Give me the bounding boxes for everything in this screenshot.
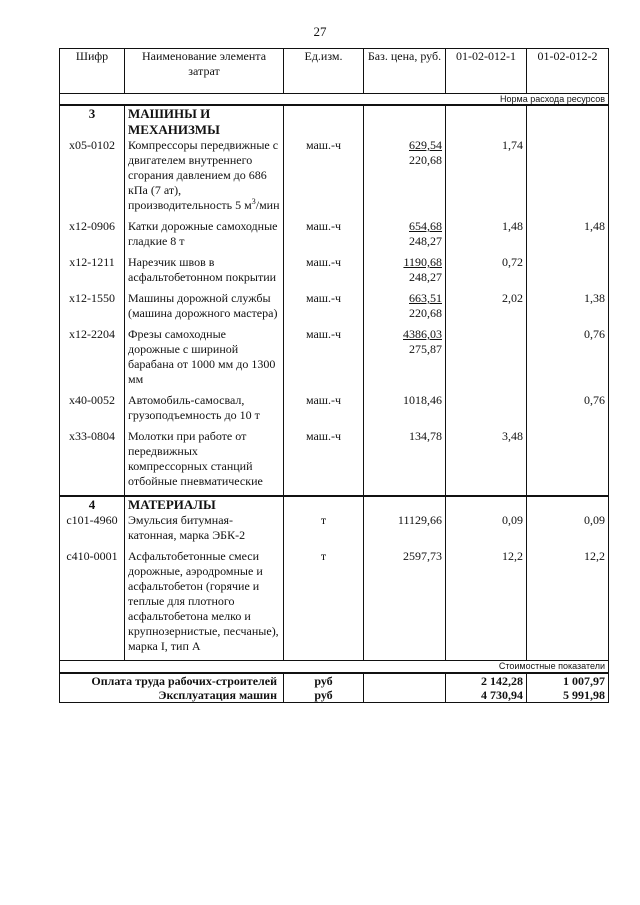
table-row (60, 549, 609, 654)
norm-row (60, 94, 609, 106)
norm-col1: 0,72 (446, 255, 527, 285)
norm-col1: 1,74 (446, 138, 527, 213)
resource-price (364, 549, 446, 654)
resource-unit: маш.-ч (284, 219, 364, 249)
resource-name-text: Эмульсия битумная-катонная, марка ЭБК-2 (128, 513, 246, 542)
norm-col1: 0,09 (446, 513, 527, 543)
resource-unit: маш.-ч (284, 327, 364, 387)
norm-col1: 1,48 (446, 219, 527, 249)
section-row (60, 496, 609, 513)
empty-cell (284, 105, 364, 138)
table-header (60, 49, 609, 94)
total-row (60, 688, 609, 703)
price-main: 4386,03 (403, 327, 442, 341)
resource-code: х12-2204 (60, 327, 125, 387)
total-unit: руб (284, 688, 364, 703)
table-row (60, 291, 609, 321)
resource-code: с101-4960 (60, 513, 125, 543)
resource-price (364, 255, 446, 285)
resource-name (125, 291, 284, 321)
resource-unit: маш.-ч (284, 429, 364, 489)
norm-col2: 0,76 (527, 327, 609, 387)
resource-unit: т (284, 549, 364, 654)
gap-cell (446, 489, 527, 496)
resource-name (125, 255, 284, 285)
empty-cell (527, 105, 609, 138)
resource-name-text: Автомобиль-самосвал, грузоподъемность до 10 т (128, 393, 260, 422)
resource-name-sup: 3 (251, 197, 256, 206)
resource-code: х40-0052 (60, 393, 125, 423)
resource-price (364, 138, 446, 213)
norm-col2: 0,09 (527, 513, 609, 543)
total-label: Эксплуатация машин (60, 688, 284, 703)
resource-name-text: Компрессоры передвижные с двигателем внутреннего сгорания давлением до 686 кПа (7 ат), производительность 5 м (128, 138, 279, 212)
norm-col1 (446, 393, 527, 423)
table-row (60, 429, 609, 489)
table-row (60, 327, 609, 387)
price-sub: 220,68 (409, 153, 442, 167)
gap-cell (125, 489, 284, 496)
norm-col2 (527, 138, 609, 213)
table-row (60, 393, 609, 423)
total-unit: руб (284, 673, 364, 688)
empty-cell (364, 496, 446, 513)
gap-cell (527, 489, 609, 496)
norm-col2 (527, 255, 609, 285)
header-col2: 01-02-012-2 (527, 49, 609, 94)
resource-unit: маш.-ч (284, 255, 364, 285)
page-number: 27 (313, 24, 327, 39)
section-title: МАТЕРИАЛЫ (125, 496, 284, 513)
resource-price (364, 513, 446, 543)
resource-name-text: Нарезчик швов в асфальтобетонном покрытии (128, 255, 277, 284)
gap-cell (60, 489, 125, 496)
price-main: 1018,46 (403, 393, 442, 407)
table-row (60, 219, 609, 249)
header-unit: Ед.изм. (284, 49, 364, 94)
resource-name (125, 429, 284, 489)
norm-col2: 1,48 (527, 219, 609, 249)
price-sub: 220,68 (409, 306, 442, 320)
empty-cell (446, 496, 527, 513)
norm-col2: 0,76 (527, 393, 609, 423)
price-sub: 248,27 (409, 234, 442, 248)
resource-code: с410-0001 (60, 549, 125, 654)
total-col2: 5 991,98 (527, 688, 609, 703)
table-row (60, 138, 609, 213)
empty-cell (284, 496, 364, 513)
resource-code: х05-0102 (60, 138, 125, 213)
total-label: Оплата труда рабочих-строителей (60, 673, 284, 688)
resource-price (364, 429, 446, 489)
empty-cell (364, 673, 446, 688)
resource-unit: т (284, 513, 364, 543)
resource-price (364, 327, 446, 387)
resource-name-tail: /мин (255, 198, 280, 212)
resource-name-text: Фрезы самоходные дорожные с шириной барабана от 1000 мм до 1300 мм (128, 327, 276, 386)
cost-row (60, 661, 609, 674)
header-price: Баз. цена, руб. (364, 49, 446, 94)
resource-unit: маш.-ч (284, 291, 364, 321)
resource-name-text: Машины дорожной службы (машина дорожного мастера) (128, 291, 278, 320)
norm-col1 (446, 327, 527, 387)
resource-name (125, 513, 284, 543)
price-main: 663,51 (409, 291, 442, 305)
resource-code: х33-0804 (60, 429, 125, 489)
price-main: 2597,73 (403, 549, 442, 563)
resource-table (59, 48, 609, 703)
resource-name (125, 138, 284, 213)
resource-name (125, 393, 284, 423)
norm-col1: 3,48 (446, 429, 527, 489)
gap-cell (364, 489, 446, 496)
section-row (60, 105, 609, 138)
resource-unit: маш.-ч (284, 393, 364, 423)
price-sub: 275,87 (409, 342, 442, 356)
resource-name-text: Молотки при работе от передвижных компрессорных станций отбойные пневматические (128, 429, 263, 488)
total-col2: 1 007,97 (527, 673, 609, 688)
resource-name-text: Асфальтобетонные смеси дорожные, аэродромные и асфальтобетон (горячие и теплые для плотного асфальтобетона мелко и крупнозернистые, песчаные), марка I, тип А (128, 549, 279, 653)
resource-price (364, 393, 446, 423)
section-number: 3 (60, 105, 125, 138)
total-col1: 2 142,28 (446, 673, 527, 688)
resource-code: х12-1211 (60, 255, 125, 285)
empty-cell (364, 105, 446, 138)
row-gap (60, 489, 609, 496)
norm-col2 (527, 429, 609, 489)
table-row (60, 513, 609, 543)
norm-col1: 2,02 (446, 291, 527, 321)
cost-label: Стоимостные показатели (60, 661, 609, 674)
resource-name (125, 549, 284, 654)
header-col1: 01-02-012-1 (446, 49, 527, 94)
total-col1: 4 730,94 (446, 688, 527, 703)
empty-cell (364, 688, 446, 703)
table-row (60, 255, 609, 285)
norm-label: Норма расхода ресурсов (60, 94, 609, 106)
norm-col1: 12,2 (446, 549, 527, 654)
resource-unit: маш.-ч (284, 138, 364, 213)
gap-cell (284, 489, 364, 496)
resource-price (364, 219, 446, 249)
section-title: МАШИНЫ И МЕХАНИЗМЫ (125, 105, 284, 138)
norm-col2: 1,38 (527, 291, 609, 321)
empty-cell (527, 496, 609, 513)
resource-code: х12-1550 (60, 291, 125, 321)
resource-name (125, 327, 284, 387)
norm-col2: 12,2 (527, 549, 609, 654)
price-sub: 248,27 (409, 270, 442, 284)
total-row (60, 673, 609, 688)
price-main: 629,54 (409, 138, 442, 152)
header-code: Шифр (60, 49, 125, 94)
empty-cell (446, 105, 527, 138)
price-main: 11129,66 (397, 513, 442, 527)
resource-price (364, 291, 446, 321)
price-main: 1190,68 (403, 255, 442, 269)
price-main: 654,68 (409, 219, 442, 233)
resource-name-text: Катки дорожные самоходные гладкие 8 т (128, 219, 278, 248)
resource-code: х12-0906 (60, 219, 125, 249)
section-number: 4 (60, 496, 125, 513)
resource-name (125, 219, 284, 249)
price-main: 134,78 (409, 429, 442, 443)
header-name: Наименование элемента затрат (125, 49, 284, 94)
